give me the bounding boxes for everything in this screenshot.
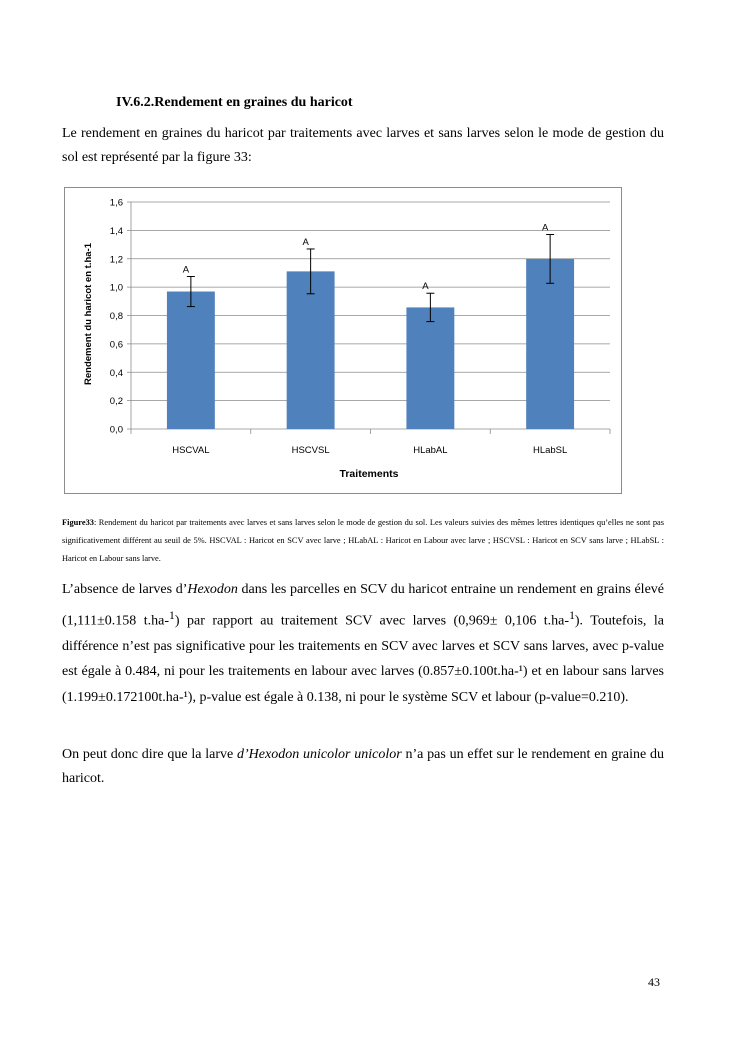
significance-letter: A [182,264,190,276]
conclusion-text-2: n’a pas un effet sur le rendement en graine du haricot. [62,747,664,786]
conclusion-paragraph [62,743,664,791]
significance-letter: A [541,222,549,234]
bar-hlabal [406,307,454,429]
y-tick-label: 0,4 [109,367,123,379]
section-heading: IV.6.2.Rendement en graines du haricot [116,95,353,110]
intro-paragraph: Le rendement en graines du haricot par traitements avec larves et sans larves selon le mode de gestion du sol est représenté par la figure 33: [62,126,664,165]
page-number: 43 [648,975,660,989]
figure-33-chart [64,187,622,494]
x-tick-label: HLabAL [413,445,448,456]
bar-hlabsl [526,259,574,429]
error-bars [187,234,554,321]
results-text-2: dans les parcelles en SCV du haricot entraine un rendement en grains élevé (1,111±0.158 t.ha- [62,582,664,629]
y-tick-label: 1,0 [109,282,123,294]
x-tick-label: HLabSL [532,445,568,456]
caption-text: : Rendement du haricot par traitements avec larves et sans larves selon le mode de gestion du sol. Les valeurs suivies des mêmes lettres identiques qu’elles ne sont pas significativement différent au seuil de 5%. HSCVAL : Haricot en SCV avec larve ; HLabAL : Haricot en Labour avec larve ; HSCVSL : Haricot en SCV sans larve ; HLabSL : Haricot en Labour sans larve. [62,518,664,563]
results-text-1: L’absence de larves d’ [62,582,188,597]
x-tick-label: HSCVAL [172,445,210,456]
bar-hscval [167,292,215,429]
bar-hscvsl [287,271,335,429]
conclusion-italic-species: d’Hexodon unicolor unicolor [237,747,402,762]
significance-letter: A [422,281,429,293]
caption-label: Figure33 [62,518,94,527]
figure-caption [62,514,664,568]
y-tick-labels [110,198,123,436]
significance-letters [183,222,549,292]
significance-letter: A [302,236,309,248]
y-axis-label: Rendement du haricot en t.ha-1 [83,243,94,385]
results-text-3: ) par rapport au traitement SCV avec larves (0,969± 0,106 t.ha- [174,613,570,629]
y-tick-label: 0,8 [109,311,123,322]
y-tick-label: 0,6 [109,339,123,351]
x-tick-label: HSCVSL [291,445,330,456]
conclusion-text-1: On peut donc dire que la larve [62,747,238,762]
x-tick-labels [172,445,567,456]
x-axis-label: Traitements [339,468,399,480]
bar-chart [65,188,621,493]
y-tick-label: 1,6 [109,197,123,209]
results-sup-1: 1 [169,608,175,622]
results-italic-genus: Hexodon [187,582,238,597]
results-text-4: ). Toutefois, la différence n’est pas significative pour les traitements en SCV avec larves et SCV sans larves, avec p-value est égale à 0.484, ni pour les traitements en labour avec larves (0.857±0.100t.ha-¹) et en labour sans larves (1.199±0.172100t.ha-¹), p-value est égale à 0.138, ni pour le système SCV et labour (p-value=0.210). [62,613,664,706]
y-tick-label: 1,4 [109,225,123,237]
results-paragraph [62,577,664,711]
results-sup-2: 1 [569,608,575,622]
y-tick-label: 1,2 [109,254,123,266]
y-tick-label: 0,2 [109,396,123,408]
y-tick-label: 0,0 [109,424,123,436]
